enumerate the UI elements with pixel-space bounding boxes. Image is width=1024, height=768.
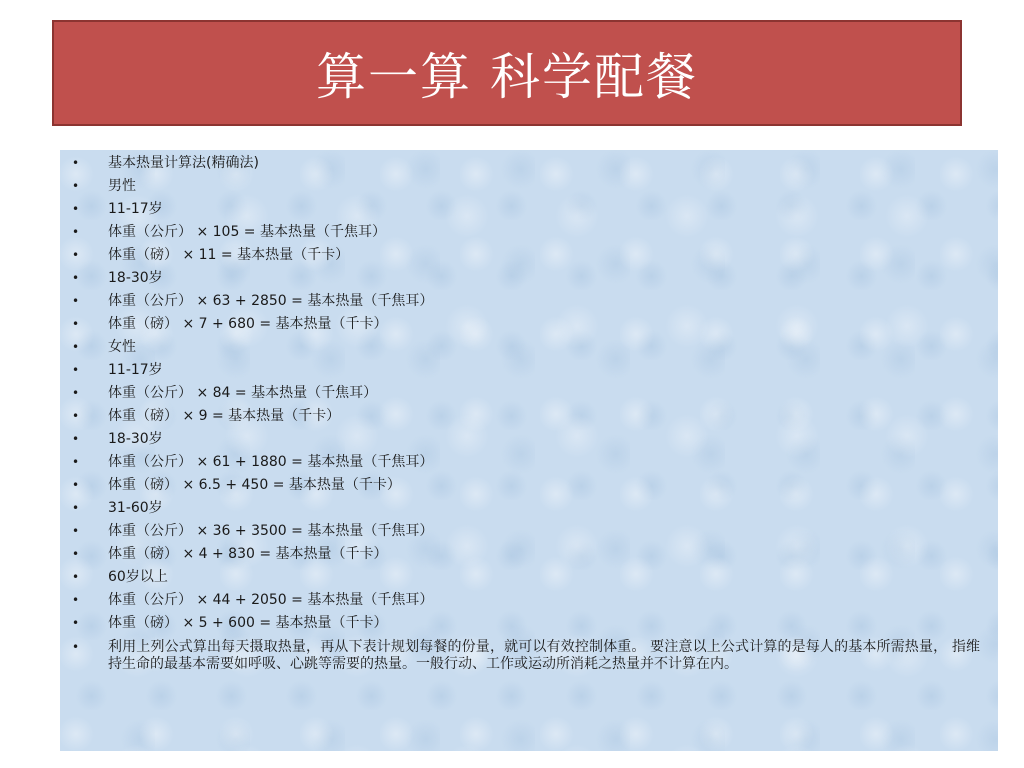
list-item [60, 474, 980, 497]
list-item [60, 382, 980, 405]
list-item-text: 体重（公斤） × 63 + 2850 = 基本热量（千焦耳） [108, 293, 434, 309]
bullet-icon: • [72, 386, 80, 400]
list-item-text: 体重（磅） × 9 = 基本热量（千卡） [108, 408, 341, 424]
bullet-icon: • [72, 271, 80, 285]
list-item [60, 612, 980, 635]
bullet-icon: • [72, 202, 80, 216]
list-item-text: 体重（公斤） × 84 = 基本热量（千焦耳） [108, 385, 378, 401]
bullet-icon: • [72, 179, 80, 193]
bullet-icon: • [72, 640, 80, 654]
list-item [60, 520, 980, 543]
list-item-note [60, 639, 980, 673]
list-item-text: 体重（磅） × 7 + 680 = 基本热量（千卡） [108, 316, 388, 332]
bullet-icon: • [72, 593, 80, 607]
list-item [60, 359, 980, 382]
list-item-text: 体重（磅） × 6.5 + 450 = 基本热量（千卡） [108, 477, 401, 493]
content-panel [60, 150, 998, 751]
list-item-text: 体重（公斤） × 44 + 2050 = 基本热量（千焦耳） [108, 592, 434, 608]
slide-title: 算一算 科学配餐 [316, 48, 698, 106]
list-item-text: 31-60岁 [108, 500, 163, 516]
list-item-text: 11-17岁 [108, 362, 163, 378]
list-item [60, 198, 980, 221]
bullet-icon: • [72, 501, 80, 515]
list-item [60, 543, 980, 566]
list-item [60, 175, 980, 198]
bullet-icon: • [72, 363, 80, 377]
bullet-icon: • [72, 432, 80, 446]
list-item-text: 体重（磅） × 11 = 基本热量（千卡） [108, 247, 350, 263]
list-item-text: 体重（磅） × 4 + 830 = 基本热量（千卡） [108, 546, 388, 562]
list-item-text: 11-17岁 [108, 201, 163, 217]
bullet-icon: • [72, 409, 80, 423]
list-item [60, 428, 980, 451]
bullet-list [60, 152, 980, 673]
bullet-icon: • [72, 478, 80, 492]
list-item [60, 566, 980, 589]
list-item-text: 体重（公斤） × 105 = 基本热量（千焦耳） [108, 224, 386, 240]
list-item-text: 18-30岁 [108, 270, 163, 286]
bullet-icon: • [72, 248, 80, 262]
list-item-text: 体重（公斤） × 36 + 3500 = 基本热量（千焦耳） [108, 523, 434, 539]
list-item [60, 152, 980, 175]
bullet-icon: • [72, 455, 80, 469]
list-item [60, 336, 980, 359]
bullet-icon: • [72, 294, 80, 308]
list-item-text: 60岁以上 [108, 569, 168, 585]
bullet-icon: • [72, 616, 80, 630]
list-item [60, 221, 980, 244]
list-item-text: 男性 [108, 178, 136, 194]
list-item-text: 体重（公斤） × 61 + 1880 = 基本热量（千焦耳） [108, 454, 434, 470]
list-item [60, 290, 980, 313]
list-item [60, 451, 980, 474]
bullet-icon: • [72, 340, 80, 354]
list-item-text: 基本热量计算法(精确法) [108, 155, 259, 171]
bullet-icon: • [72, 156, 80, 170]
list-item [60, 267, 980, 290]
list-item-text: 利用上列公式算出每天摄取热量，再从下表计规划每餐的份量，就可以有效控制体重。 要注意以上公式计算的是每人的基本所需热量， 指维持生命的最基本需要如呼吸、心跳等需要的热量。一般行动、工作或运动所消耗之热量并不计算在内。 [108, 639, 980, 672]
title-banner [52, 20, 962, 126]
list-item-text: 18-30岁 [108, 431, 163, 447]
list-item [60, 244, 980, 267]
bullet-icon: • [72, 570, 80, 584]
list-item-text: 女性 [108, 339, 136, 355]
list-item-text: 体重（磅） × 5 + 600 = 基本热量（千卡） [108, 615, 388, 631]
bullet-icon: • [72, 317, 80, 331]
bullet-icon: • [72, 225, 80, 239]
bullet-icon: • [72, 524, 80, 538]
list-item [60, 497, 980, 520]
bullet-icon: • [72, 547, 80, 561]
list-item [60, 313, 980, 336]
list-item [60, 589, 980, 612]
list-item [60, 405, 980, 428]
